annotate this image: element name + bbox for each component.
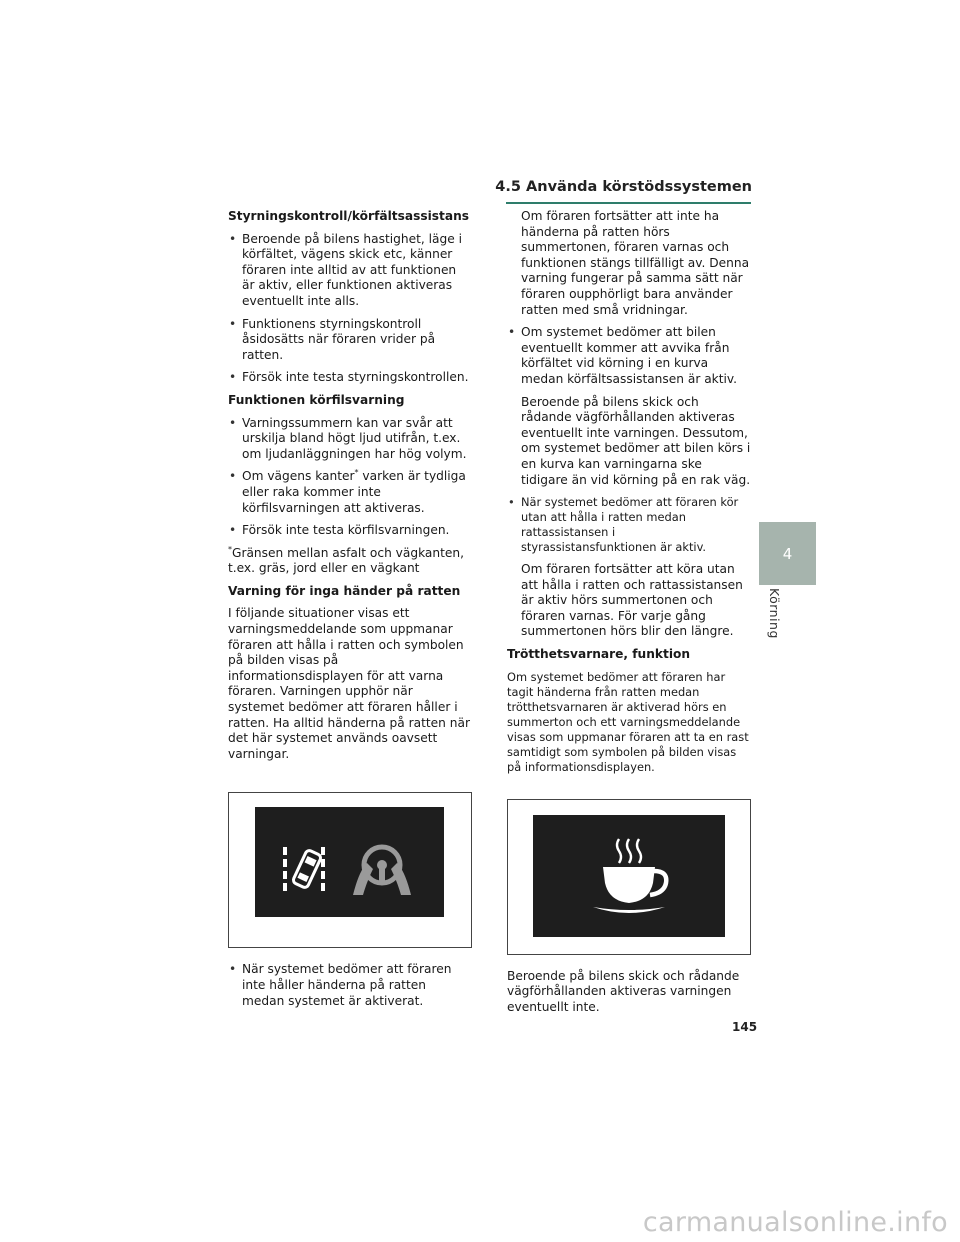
- heading-drowsiness-warning: Trötthetsvarnare, funktion: [507, 647, 691, 662]
- list-item: [507, 325, 751, 387]
- drowsiness-paragraph: Om systemet bedömer att föraren har tagit händerna från ratten medan trötthetsvarnaren är aktiverad hörs en summerton och ett varningsmeddelande visas som uppmanar föraren att ta en rast samtidigt som symbolen på bilden visas på informationsdisplayen.: [507, 669, 749, 774]
- chapter-number: 4: [782, 544, 793, 563]
- list-item: [228, 469, 472, 516]
- hands-on-wheel-icon: [353, 847, 411, 895]
- hands-off-conditions-list-continued: [507, 325, 751, 387]
- list-item: • När systemet bedömer att föraren inte håller händerna på ratten medan systemet är aktiverat.: [228, 962, 472, 1009]
- list-item: • Beroende på bilens hastighet, läge i körfältet, vägens skick etc, känner föraren inte alltid av att funktionen är aktiv, eller funktionen aktiveras eventuellt inte alls.: [228, 232, 472, 310]
- heading-hands-off-warning: Varning för inga händer på ratten: [228, 583, 461, 598]
- display-screen: [533, 815, 725, 937]
- watermark: carmanualsonline.info: [642, 1207, 948, 1238]
- drowsiness-note: Beroende på bilens skick och rådande vägförhållanden aktiveras varningen eventuellt inte.: [507, 968, 740, 1014]
- footnote: [228, 546, 472, 577]
- list-item: • Försök inte testa styrningskontrollen.: [228, 370, 472, 386]
- hands-off-conditions-list: [228, 962, 472, 1009]
- chapter-tab: [759, 522, 816, 585]
- coffee-cup-icon: [593, 839, 666, 913]
- heading-steering-control: Styrningskontroll/körfältsassistans: [228, 209, 469, 223]
- footnote-marker: *: [354, 468, 359, 478]
- list-item: • När systemet bedömer att föraren kör utan att hålla i ratten medan rattassistansen i styrassistansfunktionen är aktiv.: [507, 495, 751, 555]
- page-number: 145: [732, 1020, 758, 1034]
- list-item: • Försök inte testa körfilsvarningen.: [228, 523, 472, 539]
- list-item-text: varken är tydliga eller raka kommer inte körfilsvarningen att aktiveras.: [242, 469, 466, 515]
- list-item: • Varningssummern kan var svår att urskilja bland högt ljud utifrån, t.ex. om ljudanläggningen har hög volym.: [228, 416, 472, 463]
- figure-hands-off-display: [228, 792, 472, 948]
- chapter-label: Körning: [767, 588, 782, 639]
- right-column: [507, 209, 751, 1022]
- list-item-text: Om vägens kanter: [242, 469, 355, 484]
- continuation-paragraph: Om föraren fortsätter att köra utan att hålla i ratten och rattassistansen är aktiv hörs summertonen och föraren varnas. För varje gång summertonen hörs blir den längre.: [521, 562, 743, 639]
- display-screen: [255, 807, 444, 917]
- continuation-paragraph: Om föraren fortsätter att inte ha händerna på ratten hörs summertonen, föraren varnas och funktionen stängs tillfälligt av. Denna varning fungerar på samma sätt när föraren oupphörligt bara använder ratten med små vridningar.: [521, 209, 750, 317]
- steering-control-list: [228, 232, 472, 386]
- left-column: [228, 209, 472, 1016]
- lane-warning-list: [228, 416, 472, 539]
- list-item: • Funktionens styrningskontroll åsidosätts när föraren vrider på ratten.: [228, 317, 472, 364]
- section-header-title: 4.5 Använda körstödssystemen: [495, 179, 752, 195]
- hands-off-paragraph: I följande situationer visas ett varningsmeddelande som uppmanar föraren att hålla i ratten och symbolen på bilden visas på informationsdisplayen för att varna föraren. Varningen upphör när systemet bedömer att föraren håller i ratten. Ha alltid händerna på ratten när det här systemet används oavsett varningar.: [228, 606, 470, 761]
- footnote-marker: *: [228, 544, 232, 554]
- figure-drowsiness-display: [507, 799, 751, 955]
- lane-departure-icon: [283, 847, 325, 891]
- continuation-paragraph: Beroende på bilens skick och rådande vägförhållanden aktiveras eventuellt inte varningen. Dessutom, om systemet bedömer att bilen körs i en kurva kan varningarna ske tidigare än vid körning på en rak väg.: [521, 394, 751, 487]
- section-header-rule: [506, 202, 751, 204]
- hands-off-conditions-list-continued: [507, 495, 751, 555]
- heading-lane-warning: Funktionen körfilsvarning: [228, 392, 405, 407]
- list-item-text: Om systemet bedömer att bilen eventuellt kommer att avvika från körfältet vid körning i en kurva medan körfältsassistansen är aktiv.: [521, 325, 738, 386]
- footnote-text: Gränsen mellan asfalt och vägkanten, t.ex. gräs, jord eller en vägkant: [228, 545, 465, 576]
